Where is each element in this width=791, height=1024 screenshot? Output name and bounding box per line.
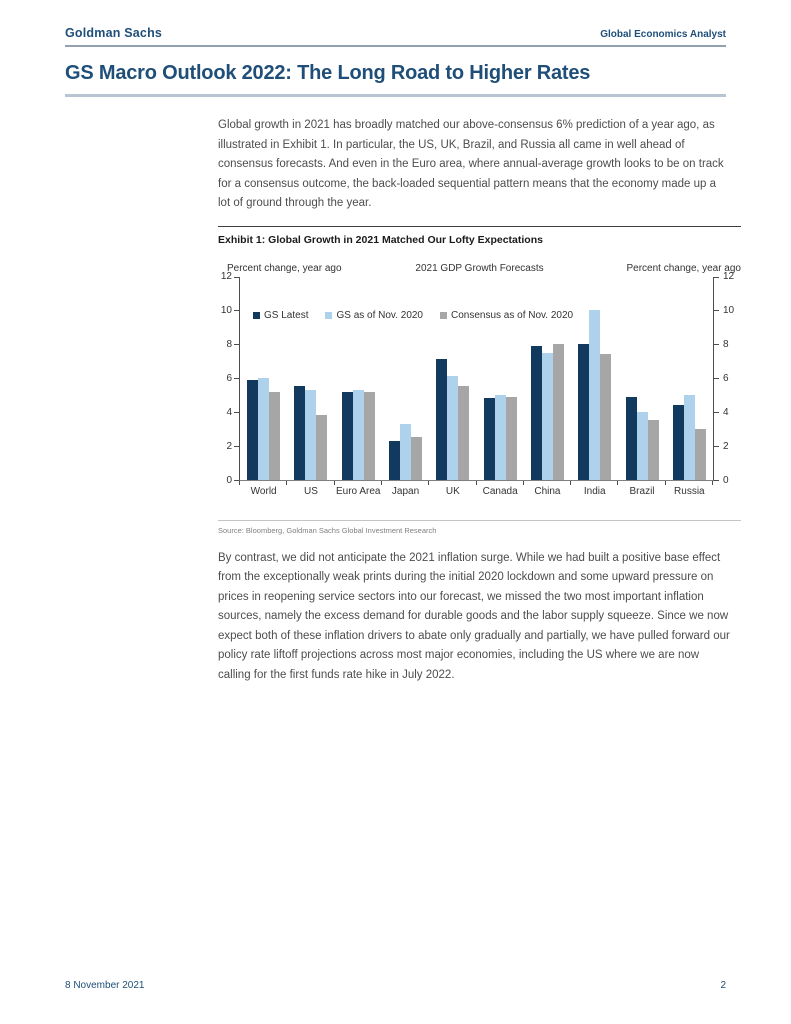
- chart-title: 2021 GDP Growth Forecasts: [415, 262, 544, 274]
- bar-series-1-world: [258, 378, 269, 480]
- bar-series-1-india: [589, 310, 600, 479]
- y-tick-label-right-4: 4: [723, 406, 729, 418]
- y-tick-label-right-2: 2: [723, 440, 729, 452]
- chart-legend: [253, 310, 573, 321]
- bar-group-russia: [666, 277, 713, 480]
- legend-label-2: Consensus as of Nov. 2020: [451, 309, 574, 321]
- y-tick-label-right-8: 8: [723, 338, 729, 350]
- page-footer: [65, 980, 726, 991]
- title-divider: [65, 94, 726, 97]
- x-label-canada: Canada: [482, 485, 518, 497]
- bar-series-2-japan: [411, 437, 422, 479]
- bar-series-0-world: [247, 380, 258, 480]
- x-label-us: US: [303, 485, 318, 497]
- x-tick-mark: [617, 481, 618, 485]
- x-label-india: India: [583, 485, 606, 497]
- bar-group-euro-area: [335, 277, 382, 480]
- legend-item-2: [440, 310, 573, 321]
- x-axis-labels: [240, 486, 713, 497]
- bar-group-world: [240, 277, 287, 480]
- chart-body: [218, 270, 741, 486]
- x-tick-mark: [712, 481, 713, 485]
- x-tick-mark: [381, 481, 382, 485]
- bar-group-brazil: [618, 277, 665, 480]
- bar-group-canada: [476, 277, 523, 480]
- chart-plot: [239, 277, 714, 481]
- x-label-world: World: [250, 485, 277, 497]
- paragraph-inflation: By contrast, we did not anticipate the 2021 inflation surge. While we had built a positive base effect from the exceptionally weak prints during the initial 2020 lockdown and some upward pressure on prices in reopening service sectors into our forecast, we missed the two most important inflation sources, namely the excess demand for durable goods and the labor supply squeeze. Since we now expect both of these inflation drivers to abate only gradually and partially, we have pulled forward our policy rate liftoff projections across most major economies, including the US where we are now calling for the first funds rate hike in July 2022.: [218, 551, 730, 681]
- bar-series-2-world: [269, 392, 280, 480]
- y-tick-label-left-4: 4: [226, 406, 232, 418]
- y-tick-mark-left: [234, 310, 239, 311]
- page-title: GS Macro Outlook 2022: The Long Road to Higher Rates: [65, 62, 591, 84]
- exhibit-top-divider: [218, 226, 741, 227]
- bar-series-1-brazil: [637, 412, 648, 480]
- bar-series-0-us: [294, 386, 305, 479]
- source-note: Source: Bloomberg, Goldman Sachs Global Investment Research: [218, 525, 437, 535]
- bar-series-0-russia: [673, 405, 684, 479]
- y-tick-label-left-2: 2: [226, 440, 232, 452]
- bar-series-2-uk: [458, 386, 469, 479]
- page-header: [65, 0, 726, 40]
- legend-label-1: GS as of Nov. 2020: [336, 309, 423, 321]
- legend-swatch-icon: [440, 312, 447, 319]
- x-label-euro-area: Euro Area: [336, 485, 381, 497]
- y-tick-label-left-10: 10: [220, 304, 232, 316]
- y-tick-label-right-12: 12: [723, 270, 735, 282]
- legend-label-0: GS Latest: [264, 309, 309, 321]
- content-column: [218, 116, 741, 685]
- y-tick-label-left-6: 6: [226, 372, 232, 384]
- y-tick-mark-left: [234, 344, 239, 345]
- bar-series-0-brazil: [626, 397, 637, 480]
- right-axis-caption: Percent change, year ago: [626, 262, 741, 274]
- x-tick-mark: [523, 481, 524, 485]
- bar-series-0-euro-area: [342, 392, 353, 480]
- y-tick-mark-left: [234, 277, 239, 278]
- bar-series-2-euro-area: [364, 392, 375, 480]
- bar-series-1-euro-area: [353, 390, 364, 480]
- x-tick-mark: [239, 481, 240, 485]
- y-tick-mark-left: [234, 412, 239, 413]
- bar-series-2-russia: [695, 429, 706, 480]
- bar-series-2-china: [553, 344, 564, 479]
- bar-series-2-brazil: [648, 420, 659, 479]
- bar-series-1-us: [305, 390, 316, 480]
- bar-series-2-canada: [506, 397, 517, 480]
- bar-group-uk: [429, 277, 476, 480]
- footer-date: 8 November 2021: [65, 980, 145, 991]
- y-tick-label-left-12: 12: [220, 270, 232, 282]
- y-tick-mark-left: [234, 378, 239, 379]
- x-tick-mark: [334, 481, 335, 485]
- x-label-uk: UK: [445, 485, 460, 497]
- bar-group-china: [524, 277, 571, 480]
- legend-swatch-icon: [325, 312, 332, 319]
- x-tick-mark: [665, 481, 666, 485]
- bar-series-0-india: [578, 344, 589, 479]
- chart-header: [218, 263, 741, 274]
- bar-series-0-japan: [389, 441, 400, 480]
- legend-swatch-icon: [253, 312, 260, 319]
- legend-item-0: [253, 310, 308, 321]
- bar-series-1-russia: [684, 395, 695, 480]
- x-tick-mark: [286, 481, 287, 485]
- y-tick-label-right-10: 10: [723, 304, 735, 316]
- bar-series-0-canada: [484, 398, 495, 479]
- x-axis-row: [218, 481, 741, 497]
- bar-series-1-japan: [400, 424, 411, 480]
- bar-group-japan: [382, 277, 429, 480]
- header-divider: [65, 45, 726, 47]
- gdp-growth-chart: [218, 263, 741, 497]
- paragraph-growth: Global growth in 2021 has broadly matched our above-consensus 6% prediction of a year ago, as illustrated in Exhibit 1. In particular, the US, UK, Brazil, and Russia all came in well ahead of consensus forecasts. And even in the Euro area, where annual-average growth looks to be on track for a consensus outcome, the back-loaded sequential pattern means that the economy made up a lot of ground through the year.: [218, 119, 724, 209]
- legend-item-1: [325, 310, 423, 321]
- y-axis-right: [714, 270, 741, 486]
- bar-series-1-china: [542, 353, 553, 480]
- x-label-china: China: [534, 485, 561, 497]
- y-tick-label-right-0: 0: [723, 474, 729, 486]
- y-tick-label-left-8: 8: [226, 338, 232, 350]
- publication-name: Global Economics Analyst: [600, 29, 726, 40]
- footer-page-number: 2: [720, 980, 726, 991]
- exhibit-1: [218, 226, 741, 535]
- x-label-japan: Japan: [391, 485, 420, 497]
- brand-name: Goldman Sachs: [65, 26, 163, 40]
- x-tick-mark: [428, 481, 429, 485]
- bar-series-2-us: [316, 415, 327, 479]
- y-tick-label-right-6: 6: [723, 372, 729, 384]
- bar-group-us: [287, 277, 334, 480]
- x-tick-mark: [570, 481, 571, 485]
- bar-group-india: [571, 277, 618, 480]
- bar-series-2-india: [600, 354, 611, 479]
- x-label-russia: Russia: [674, 485, 705, 497]
- bar-series-0-uk: [436, 359, 447, 479]
- exhibit-bottom-divider: [218, 520, 741, 521]
- bar-series-1-uk: [447, 376, 458, 479]
- bar-series-1-canada: [495, 395, 506, 480]
- left-axis-caption: Percent change, year ago: [227, 262, 342, 274]
- y-tick-mark-left: [234, 446, 239, 447]
- y-tick-label-left-0: 0: [226, 474, 232, 486]
- bar-series-0-china: [531, 346, 542, 480]
- x-label-brazil: Brazil: [629, 485, 655, 497]
- x-tick-mark: [476, 481, 477, 485]
- exhibit-heading: Exhibit 1: Global Growth in 2021 Matched Our Lofty Expectations: [218, 233, 543, 246]
